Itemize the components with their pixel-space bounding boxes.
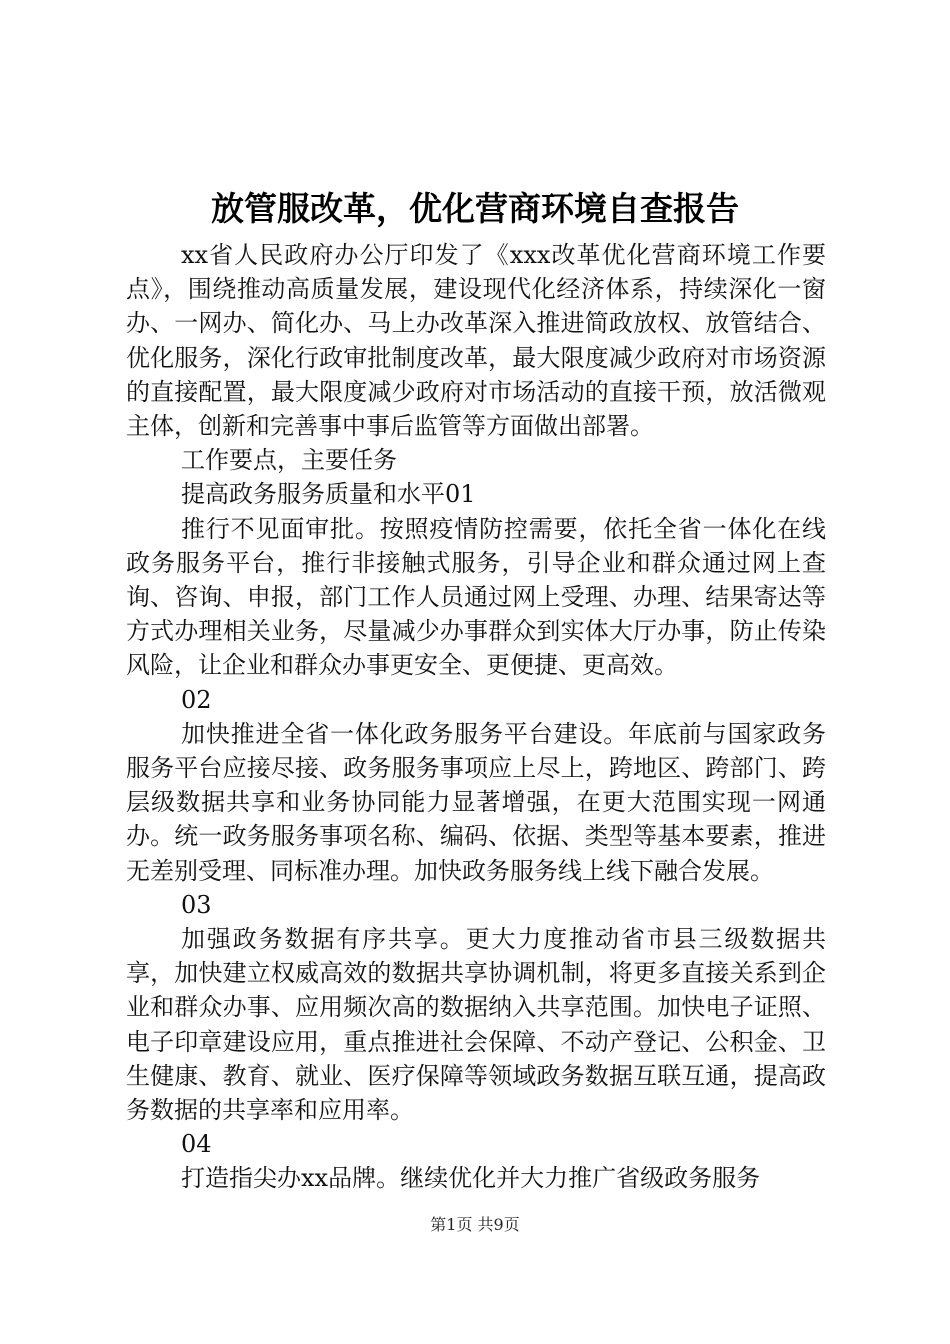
- item-paragraph-04: 打造指尖办xx品牌。继续优化并大力推广省级政务服务: [181, 1164, 761, 1193]
- document-title: 放管服改革，优化营商环境自查报告: [211, 189, 739, 228]
- intro-paragraph: xx省人民政府办公厅印发了《xxx改革优化营商环境工作要点》，围绕推动高质量发展，建设现代化经济体系，持续深化一窗办、一网办、简化办、马上办改革深入推进简政放权、放管结合、优化服务，深化行政审批制度改革，最大限度减少政府对市场资源的直接配置，最大限度减少政府对市场活动的直接干预，放活微观主体，创新和完善事中事后监管等方面做出部署。: [126, 241, 826, 441]
- item-number-04: 04: [181, 1130, 212, 1159]
- item-number-03: 03: [181, 890, 212, 919]
- item-number-02: 02: [181, 685, 212, 714]
- item-paragraph-03: 加强政务数据有序共享。更大力度推动省市县三级数据共享，加快建立权威高效的数据共享协调机制，将更多直接关系到企业和群众办事、应用频次高的数据纳入共享范围。加快电子证照、电子印章建设应用，重点推进社会保障、不动产登记、公积金、卫生健康、教育、就业、医疗保障等领域政务数据互联互通，提高政务数据的共享率和应用率。: [126, 925, 826, 1125]
- subsection-heading: 提高政务服务质量和水平01: [181, 480, 476, 509]
- page-footer: 第1页 共9页: [430, 1215, 520, 1234]
- document-body: [126, 238, 826, 1196]
- item-paragraph-01: 推行不见面审批。按照疫情防控需要，依托全省一体化在线政务服务平台，推行非接触式服务，引导企业和群众通过网上查询、咨询、申报，部门工作人员通过网上受理、办理、结果寄达等方式办理相关业务，尽量减少办事群众到实体大厅办事，防止传染风险，让企业和群众办事更安全、更便捷、更高效。: [126, 514, 826, 680]
- section-heading: 工作要点，主要任务: [181, 446, 397, 475]
- item-paragraph-02: 加快推进全省一体化政务服务平台建设。年底前与国家政务服务平台应接尽接、政务服务事项应上尽上，跨地区、跨部门、跨层级数据共享和业务协同能力显著增强，在更大范围实现一网通办。统一政务服务事项名称、编码、依据、类型等基本要素，推进无差别受理、同标准办理。加快政务服务线上线下融合发展。: [126, 719, 826, 885]
